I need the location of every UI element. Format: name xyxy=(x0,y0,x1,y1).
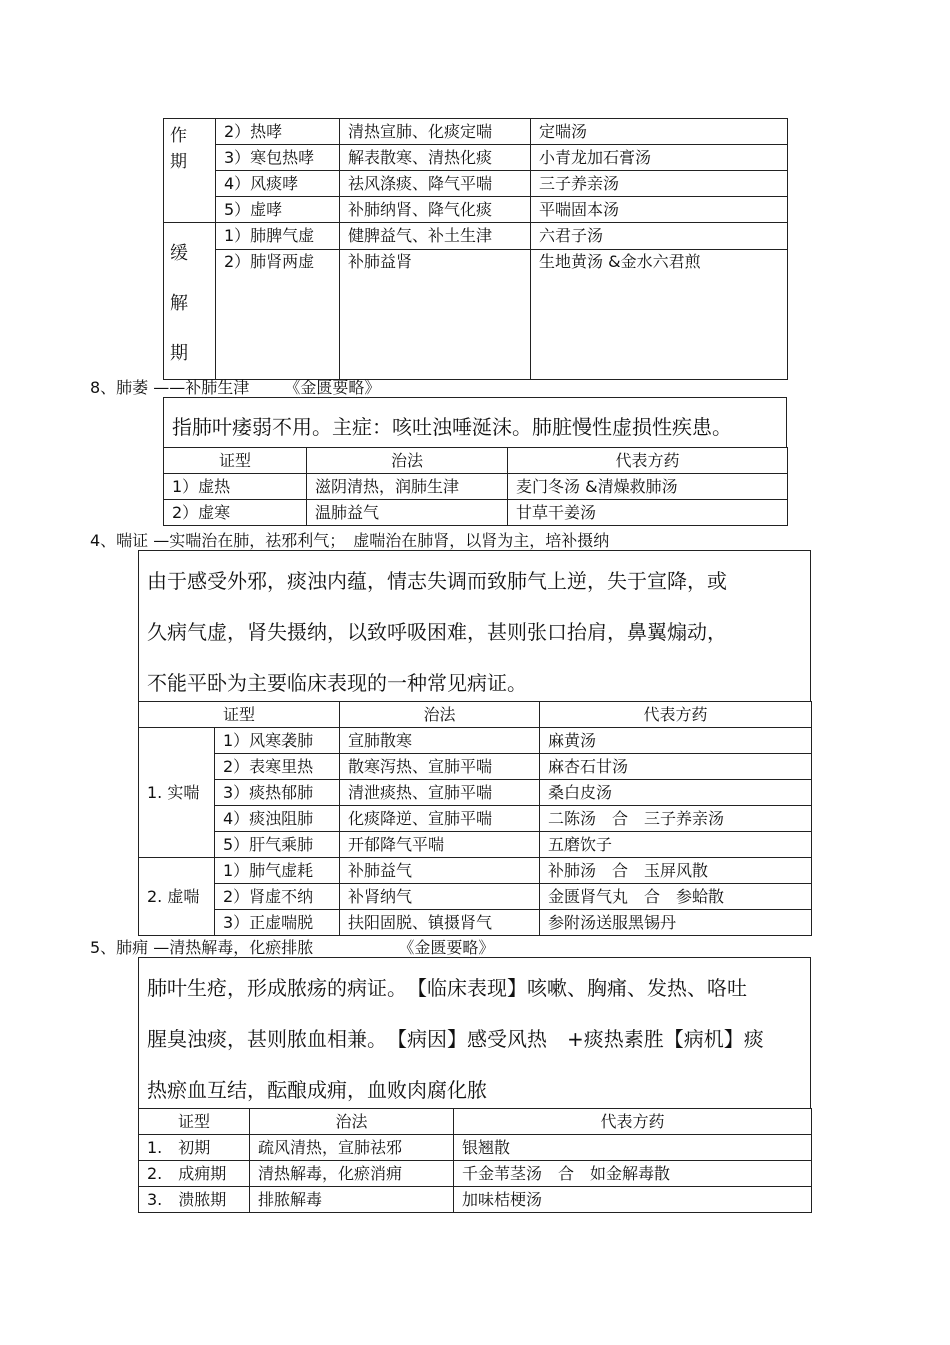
table-cell: 清热宣肺、化痰定喘 xyxy=(340,119,531,145)
definition-text: 指肺叶痿弱不用。主症：咳吐浊唾涎沫。肺脏慢性虚损性疾患。 xyxy=(172,415,732,439)
table-cell: 麻杏石甘汤 xyxy=(540,754,812,780)
attack-stage-label: 作期 xyxy=(164,119,216,223)
table-cell: 平喘固本汤 xyxy=(531,197,788,223)
table-cell: 清泄痰热、宣肺平喘 xyxy=(340,780,540,806)
table-cell: 生地黄汤 &金水六君煎 xyxy=(531,249,788,379)
table-cell: 3）正虚喘脱 xyxy=(215,910,340,936)
heading-text: 5、肺痈 —清热解毒，化瘀排脓 xyxy=(90,938,314,957)
table-cell: 疏风清热，宣肺祛邪 xyxy=(250,1135,454,1161)
table-cell: 桑白皮汤 xyxy=(540,780,812,806)
column-header: 证型 xyxy=(139,702,340,728)
source-text: 《金匮要略》 xyxy=(284,378,381,397)
definition-line: 肺叶生疮，形成脓疡的病证。 【临床表现】咳嗽、胸痛、发热、咯吐 xyxy=(147,976,747,1000)
table-cell: 补肺益肾 xyxy=(340,249,531,379)
table-cell: 祛风涤痰、降气平喘 xyxy=(340,171,531,197)
table-cell: 扶阳固脱、镇摄肾气 xyxy=(340,910,540,936)
table-cell: 补肺汤 合 玉屏风散 xyxy=(540,858,812,884)
table-cell: 排脓解毒 xyxy=(250,1187,454,1213)
table-cell: 2）虚寒 xyxy=(164,500,307,526)
table-cell: 5）虚哮 xyxy=(216,197,340,223)
table-cell: 4）风痰哮 xyxy=(216,171,340,197)
column-header: 代表方药 xyxy=(454,1109,812,1135)
definition-line: 由于感受外邪，痰浊内蕴，情志失调而致肺气上逆，失于宣降，或 xyxy=(147,569,727,593)
feiyong-table xyxy=(138,1108,812,1213)
table-cell: 补肺纳肾、降气化痰 xyxy=(340,197,531,223)
group-label: 2. 虚喘 xyxy=(139,858,215,936)
section-heading-feiyong xyxy=(90,935,494,958)
table-cell: 4）痰浊阻肺 xyxy=(215,806,340,832)
column-header: 代表方药 xyxy=(508,448,788,474)
table-cell: 千金苇茎汤 合 如金解毒散 xyxy=(454,1161,812,1187)
heading-text: 8、肺萎 ——补肺生津 xyxy=(90,378,250,397)
table-cell: 1）风寒袭肺 xyxy=(215,728,340,754)
feiwei-table xyxy=(163,447,788,526)
table-cell: 定喘汤 xyxy=(531,119,788,145)
source-text: 《金匮要略》 xyxy=(398,938,495,957)
column-header: 治法 xyxy=(307,448,508,474)
column-header: 代表方药 xyxy=(540,702,812,728)
section-heading-chuanzheng: 4、喘证 —实喘治在肺，祛邪利气； 虚喘治在肺肾，以肾为主，培补摄纳 xyxy=(90,531,610,550)
table-cell: 甘草干姜汤 xyxy=(508,500,788,526)
table-cell: 1）虚热 xyxy=(164,474,307,500)
definition-box xyxy=(138,550,811,701)
definition-box xyxy=(138,957,811,1108)
table-cell: 小青龙加石膏汤 xyxy=(531,145,788,171)
table-cell: 清热解毒，化瘀消痈 xyxy=(250,1161,454,1187)
table-cell: 2）热哮 xyxy=(216,119,340,145)
table-cell: 2）肺肾两虚 xyxy=(216,249,340,379)
table-cell: 1. 初期 xyxy=(139,1135,250,1161)
table-cell: 3）痰热郁肺 xyxy=(215,780,340,806)
table-cell: 化痰降逆、宣肺平喘 xyxy=(340,806,540,832)
table-cell: 5）肝气乘肺 xyxy=(215,832,340,858)
definition-line: 不能平卧为主要临床表现的一种常见病证。 xyxy=(147,671,527,695)
table-cell: 麻黄汤 xyxy=(540,728,812,754)
table-cell: 补肾纳气 xyxy=(340,884,540,910)
table-cell: 2. 成痈期 xyxy=(139,1161,250,1187)
table-cell: 银翘散 xyxy=(454,1135,812,1161)
table-cell: 1）肺脾气虚 xyxy=(216,223,340,250)
definition-line: 腥臭浊痰，甚则脓血相兼。 【病因】感受风热 +痰热素胜【病机】痰 xyxy=(147,1027,764,1051)
table-cell: 温肺益气 xyxy=(307,500,508,526)
table-cell: 六君子汤 xyxy=(531,223,788,250)
asthma-table xyxy=(163,118,788,380)
table-cell: 补肺益气 xyxy=(340,858,540,884)
chuanzheng-table xyxy=(138,701,812,936)
table-cell: 健脾益气、补土生津 xyxy=(340,223,531,250)
table-cell: 3. 溃脓期 xyxy=(139,1187,250,1213)
table-cell: 散寒泻热、宣肺平喘 xyxy=(340,754,540,780)
column-header: 证型 xyxy=(164,448,307,474)
remission-stage-label: 缓解期 xyxy=(164,223,216,380)
column-header: 治法 xyxy=(340,702,540,728)
table-cell: 二陈汤 合 三子养亲汤 xyxy=(540,806,812,832)
table-cell: 开郁降气平喘 xyxy=(340,832,540,858)
table-cell: 加味桔梗汤 xyxy=(454,1187,812,1213)
table-cell: 2）肾虚不纳 xyxy=(215,884,340,910)
definition-line: 久病气虚，肾失摄纳，以致呼吸困难，甚则张口抬肩，鼻翼煽动， xyxy=(147,620,727,644)
table-cell: 三子养亲汤 xyxy=(531,171,788,197)
table-cell: 2）表寒里热 xyxy=(215,754,340,780)
table-cell: 3）寒包热哮 xyxy=(216,145,340,171)
section-heading-feiwei xyxy=(90,375,380,398)
table-cell: 1）肺气虚耗 xyxy=(215,858,340,884)
table-cell: 麦门冬汤 &清燥救肺汤 xyxy=(508,474,788,500)
table-cell: 解表散寒、清热化痰 xyxy=(340,145,531,171)
column-header: 治法 xyxy=(250,1109,454,1135)
table-cell: 宣肺散寒 xyxy=(340,728,540,754)
column-header: 证型 xyxy=(139,1109,250,1135)
table-cell: 参附汤送服黑锡丹 xyxy=(540,910,812,936)
definition-line: 热瘀血互结，酝酿成痈，血败肉腐化脓 xyxy=(147,1078,487,1102)
definition-box xyxy=(163,397,787,447)
table-cell: 五磨饮子 xyxy=(540,832,812,858)
table-cell: 滋阴清热，润肺生津 xyxy=(307,474,508,500)
table-cell: 金匮肾气丸 合 参蛤散 xyxy=(540,884,812,910)
group-label: 1. 实喘 xyxy=(139,728,215,858)
